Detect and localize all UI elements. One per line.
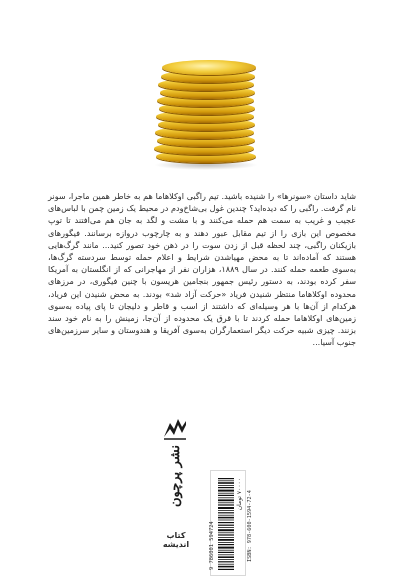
series-label: کتاب اندیشه	[162, 531, 190, 549]
publisher-name: نشر پرچون	[167, 445, 183, 508]
bird-icon	[160, 413, 190, 443]
barcode-icon	[218, 478, 234, 570]
blurb-text	[48, 190, 356, 349]
isbn-digits: 9 786001 594724	[209, 521, 215, 570]
gold-coin-stack-image	[150, 60, 260, 172]
coin-top	[162, 60, 256, 75]
price-label: ۷۰۰۰۰ تومان	[236, 478, 243, 511]
blurb-paragraph: شاید داستان «سونرها» را شنیده باشید. تیم راگبی اوکلاهاما هم به خاطر همین ماجرا، سونر نام گرفت. راگبی را که دیده‌اید؟ چندین غول بی‌شاخ‌ودم در محیط یک زمین چمن با لباس‌های عجیب و غریب به سمت هم حمله می‌کنند و با مشت و لگد به جان هم می‌افتند تا توپ مخصوص این بازی را از تیم مقابل عبور دهند و به چارچوب دروازه برسانند. فیگورهای بازیکنان راگبی، چند لحظه قبل از زدن سوت را در ذهن خود تصور کنید... مانند گرگ‌هایی هستند که آماده‌اند تا به محض مهیاشدن شرایط و اعلام حمله توسط سردسته گرگ‌ها، به‌سوی طعمه حمله کنند. در سال ۱۸۸۹، هزاران نفر از مهاجرانی که از انگلستان به آمریکا سفر کرده بودند، به دستور رئیس جمهور بنجامین هریسون با چنین فیگوری، در مرزهای محدوده اوکلاهاما منتظر شنیدن فریاد «حرکت آزاد شد» بودند. به محض شنیدن این فریاد، هرکدام از آن‌ها با هر وسیله‌ای که داشتند از اسب و قاطر و دلیجان تا پای پیاده به‌سوی زمین‌های اوکلاهاما حمله کردند تا با قرق یک محدوده از آن‌جا، زمینش را به نام خود سند بزنند. چیزی شبیه حرکت دیگر استعمارگران به‌سوی آفریقا و هندوستان و سایر سرزمین‌های جنوب آسیا...	[48, 191, 357, 348]
publisher-logo	[158, 413, 192, 523]
isbn-label: ISBN: 978-600-1594-72-4	[247, 490, 253, 562]
